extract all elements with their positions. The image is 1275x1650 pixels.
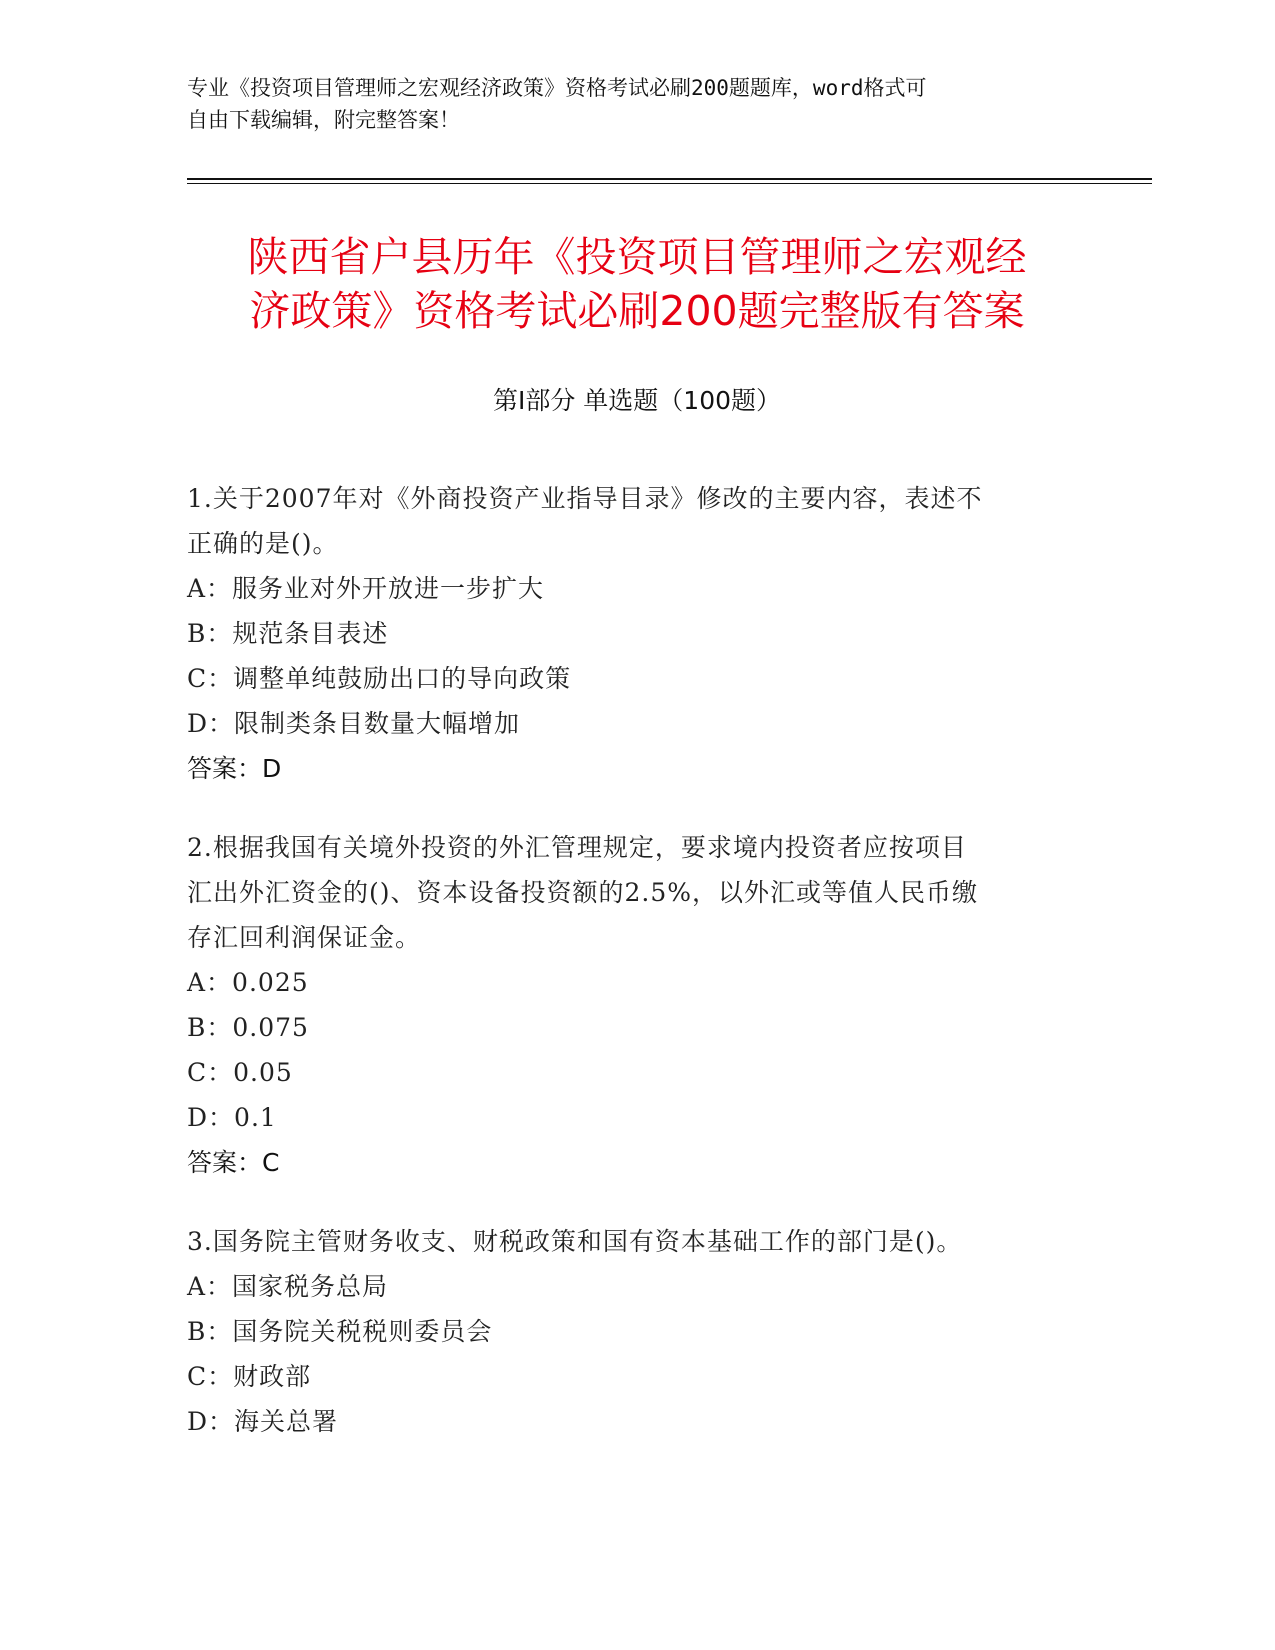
question-option-a: A：国家税务总局: [187, 1272, 389, 1301]
question-option-a: A：0.025: [187, 968, 309, 997]
question-stem: 正确的是()。: [187, 529, 339, 558]
header-note: [187, 72, 1067, 136]
question-option-a: A：服务业对外开放进一步扩大: [187, 574, 545, 603]
question-option-b: B：0.075: [187, 1013, 309, 1042]
question-option-d: D：0.1: [187, 1103, 277, 1132]
question-stem: 1.关于2007年对《外商投资产业指导目录》修改的主要内容，表述不: [187, 484, 983, 513]
header-note-line-2: 自由下载编辑，附完整答案！: [187, 108, 460, 132]
question-list: [187, 476, 1087, 1478]
question-stem: 存汇回利润保证金。: [187, 923, 422, 952]
question-answer: 答案：D: [187, 754, 282, 783]
question-stem: 2.根据我国有关境外投资的外汇管理规定，要求境内投资者应按项目: [187, 833, 967, 862]
question-option-b: B：规范条目表述: [187, 619, 389, 648]
question-1: [187, 476, 1087, 791]
section-heading: 第Ⅰ部分 单选题（100题）: [492, 386, 782, 415]
question-option-d: D：限制类条目数量大幅增加: [187, 709, 521, 738]
question-option-d: D：海关总署: [187, 1407, 339, 1436]
question-option-c: C：0.05: [187, 1058, 293, 1087]
question-option-c: C：财政部: [187, 1362, 312, 1391]
header-note-line-1: 专业《投资项目管理师之宏观经济政策》资格考试必刷200题题库，word格式可: [187, 76, 927, 100]
question-option-b: B：国务院关税税则委员会: [187, 1317, 493, 1346]
document-title-line-1: 陕西省户县历年《投资项目管理师之宏观经: [247, 233, 1027, 281]
question-2: [187, 825, 1087, 1185]
question-option-c: C：调整单纯鼓励出口的导向政策: [187, 664, 572, 693]
header-divider-thin: [187, 183, 1152, 184]
question-answer: 答案：C: [187, 1148, 280, 1177]
document-title: [187, 230, 1087, 338]
question-stem: 汇出外汇资金的()、资本设备投资额的2.5%，以外汇或等值人民币缴: [187, 878, 979, 907]
header-divider-thick: [187, 178, 1152, 180]
question-3: [187, 1219, 1087, 1444]
question-stem: 3.国务院主管财务收支、财税政策和国有资本基础工作的部门是()。: [187, 1227, 963, 1256]
document-title-line-2: 济政策》资格考试必刷200题完整版有答案: [249, 287, 1025, 335]
